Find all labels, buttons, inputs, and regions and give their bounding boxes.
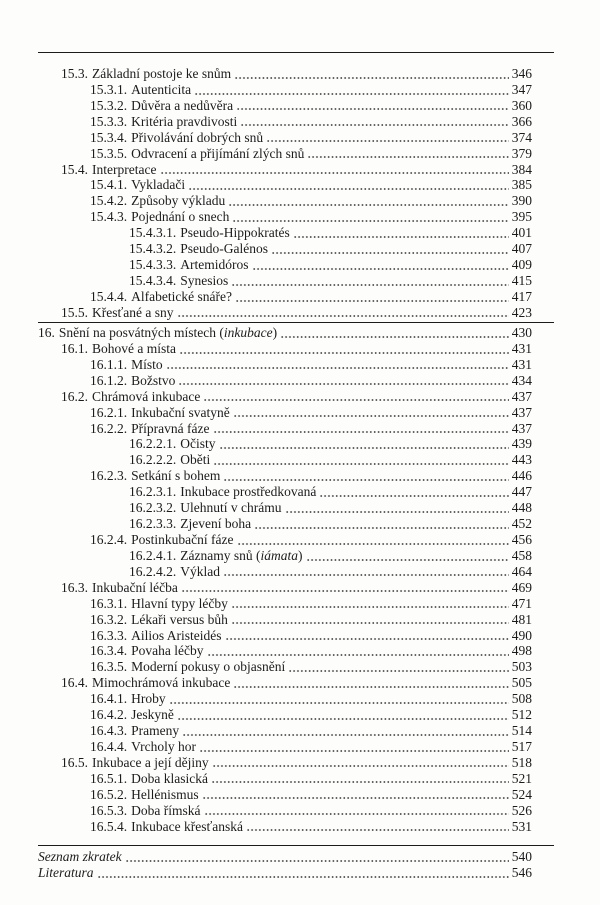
toc-page-number: 464 [511,563,532,579]
toc-entry [38,389,532,405]
toc-dot-leader [229,193,508,209]
toc-entry-title: Ailios Aristeidés [131,627,222,643]
toc-entry-number: 16.5. [61,754,88,770]
toc-dot-leader [179,373,508,389]
toc-entry-number: 15.4.4. [90,288,128,304]
toc-entry-title: Zjevení boha [180,516,252,532]
toc-entry [38,468,532,484]
toc-dot-leader [183,723,509,739]
toc-dot-leader [234,675,508,691]
toc-page-number: 360 [511,97,532,113]
toc-dot-leader [220,436,509,452]
toc-entry-title: Chrámová inkubace [92,388,201,404]
toc-entry-number: 16.3.5. [90,659,128,675]
toc-page-number: 407 [511,241,532,257]
toc-entry-title: Pseudo-Galénos [180,241,269,257]
toc-dot-leader [308,146,508,162]
toc-dot-leader [226,628,509,644]
toc-entry [38,241,532,257]
toc-entry [38,787,532,803]
toc-entry-title: Doba klasická [131,770,209,786]
toc-dot-leader [200,739,509,755]
toc-entry-title: Synesios [180,272,229,288]
toc-dot-leader [238,532,509,548]
toc-entry-number: 15.4.3.4. [129,272,177,288]
toc-entry-number: 16.2.4.1. [129,547,177,563]
toc-entry-title: Setkání s bohem [131,468,221,484]
toc-entry [38,130,532,146]
toc-entry-title: Bohové a místa [92,340,177,356]
toc-entry-title: Vykladači [131,177,186,193]
toc-dot-leader [237,98,509,114]
toc-dot-leader [232,612,509,628]
toc-entry [38,82,532,98]
toc-page-number: 437 [511,404,532,420]
toc-entry-number: 15.4.3.1. [129,225,177,241]
toc-page-number: 401 [511,225,532,241]
toc-page-number: 514 [511,723,532,739]
toc-entry-title: Výklad [180,563,221,579]
toc-dot-leader [178,707,509,723]
toc-dot-leader [170,691,509,707]
toc-entry-title: Doba římská [131,802,201,818]
toc-entry-number: 16.3.4. [90,643,128,659]
toc-entry [38,289,532,305]
toc-entry-title: Povaha léčby [131,643,204,659]
toc-page-number: 446 [511,468,532,484]
toc-entry [38,755,532,771]
toc-page-number: 374 [511,129,532,145]
toc-entry-title: Postinkubační fáze [131,531,234,547]
toc-entry-title: Křesťané a sny [92,304,174,320]
toc-dot-leader [320,484,508,500]
toc-entry-title: Hroby [131,691,166,707]
toc-page-number: 366 [511,113,532,129]
toc-dot-leader [213,755,509,771]
toc-entry [38,373,532,389]
toc-entry [38,193,532,209]
toc-section-16 [38,325,532,835]
toc-entry-number: 16.2.3.3. [129,516,177,532]
toc-dot-leader [214,452,508,468]
toc-dot-leader [224,468,508,484]
toc-entry-title-suffix: ) [298,547,303,563]
toc-entry-title: Odvracení a přijímání zlých snů [131,145,305,161]
toc-entry-title: Místo [131,356,163,372]
toc-entry [38,612,532,628]
toc-entry-title: Ulehnutí v chrámu [180,500,282,516]
toc-entry [38,596,532,612]
toc-page-number: 517 [511,738,532,754]
toc-entry-number: 16.4.2. [90,707,128,723]
toc-entry-title: Jeskyně [131,707,174,723]
toc-entry-title: Hellénismus [131,786,199,802]
toc-page-number: 443 [511,452,532,468]
toc-dot-leader [161,162,509,178]
toc-entry [38,273,532,289]
toc-entry [38,325,532,341]
toc-entry-number: 15.3.1. [90,81,128,97]
toc-page-number: 384 [511,161,532,177]
toc-dot-leader [272,241,509,257]
toc-back-matter [38,849,532,881]
toc-entry-title: Vrcholy hor [131,738,196,754]
toc-dot-leader [286,500,509,516]
toc-entry-number: 16.4. [61,675,88,691]
toc-entry [38,305,532,321]
toc-entry-title: Interpretace [92,161,157,177]
toc-page-number: 430 [511,325,532,340]
toc-entry [38,659,532,675]
toc-page-number: 471 [511,595,532,611]
toc-dot-leader [98,865,509,881]
toc-entry [38,405,532,421]
toc-dot-leader [178,305,509,321]
toc-entry-title: Pseudo-Hippokratés [180,225,290,241]
toc-entry-title: Prameny [131,723,180,739]
toc-entry [38,675,532,691]
toc-entry [38,548,532,564]
toc-dot-leader [167,357,509,373]
toc-page-number: 490 [511,627,532,643]
toc-dot-leader [234,405,509,421]
toc-entry [38,452,532,468]
toc-page-number: 448 [511,500,532,516]
toc-dot-leader [289,659,508,675]
toc-entry-number: 16.3. [61,579,88,595]
toc-entry [38,819,532,835]
toc-page-number: 434 [511,372,532,388]
toc-entry-title: Přípravná fáze [131,420,210,436]
toc-entry-number: 16. [38,325,55,340]
toc-entry-title: Inkubační léčba [92,579,178,595]
toc-entry [38,66,532,82]
toc-entry-number: 16.3.1. [90,595,128,611]
toc-entry [38,723,532,739]
toc-page-number: 518 [511,754,532,770]
section-divider-rule [38,322,554,323]
toc-entry-title-italic: Literatura [38,864,94,880]
toc-entry [38,162,532,178]
toc-entry-title-italic: iámata [260,547,299,563]
toc-page-number: 521 [511,770,532,786]
toc-entry-number: 16.4.1. [90,691,128,707]
toc-page-number: 346 [511,66,532,81]
toc-entry-number: 16.1.1. [90,356,128,372]
toc-dot-leader [307,548,509,564]
toc-entry [38,257,532,273]
toc-page-number: 385 [511,177,532,193]
toc-page-number: 379 [511,145,532,161]
toc-entry-title: Inkubační svatyně [131,404,230,420]
toc-entry-title: Lékaři versus bůh [131,611,228,627]
toc-page-number: 347 [511,81,532,97]
toc-entry [38,849,532,865]
toc-dot-leader [232,273,508,289]
toc-entry-number: 16.2.2. [90,420,128,436]
toc-entry-number: 16.3.2. [90,611,128,627]
toc-entry-title: Hlavní typy léčby [131,595,228,611]
toc-entry-number: 16.4.4. [90,738,128,754]
toc-page-number: 469 [511,579,532,595]
toc-page-number: 423 [511,304,532,320]
toc-entry-title-suffix: ) [272,325,278,340]
toc-entry-number: 15.4.1. [90,177,128,193]
toc-entry-number: 16.2.3.2. [129,500,177,516]
toc-entry-title: Inkubace křesťanská [131,818,244,834]
toc-page-number: 458 [511,547,532,563]
toc-entry-title-italic: inkubace [223,325,273,340]
toc-entry-number: 16.2. [61,388,88,404]
toc-entry-number: 15.3.4. [90,129,128,145]
toc-entry-title: Základní postoje ke snům [92,66,232,81]
toc-dot-leader [233,209,508,225]
toc-entry-number: 15.3.3. [90,113,128,129]
toc-entry [38,628,532,644]
toc-dot-leader [126,849,509,865]
toc-page-number: 415 [511,272,532,288]
toc-entry-title: Důvěra a nedůvěra [131,97,234,113]
toc-entry [38,177,532,193]
toc-entry [38,564,532,580]
toc-entry [38,146,532,162]
toc-entry [38,516,532,532]
toc-entry [38,771,532,787]
toc-entry-title: Moderní pokusy o objasnění [131,659,286,675]
toc-page-number: 526 [511,802,532,818]
top-rule [38,52,554,53]
toc-dot-leader [255,516,509,532]
toc-entry [38,421,532,437]
toc-page-number: 508 [511,691,532,707]
toc-entry [38,532,532,548]
toc-entry-number: 16.2.1. [90,404,128,420]
toc-dot-leader [281,325,509,341]
toc-entry [38,436,532,452]
toc-entry [38,580,532,596]
toc-entry-title: Artemidóros [180,257,249,273]
toc-dot-leader [208,643,509,659]
toc-dot-leader [224,564,509,580]
toc-entry-number: 16.2.3.1. [129,484,177,500]
toc-page-number: 503 [511,659,532,675]
toc-page-number: 417 [511,288,532,304]
toc-page-number: 452 [511,516,532,532]
toc-entry [38,739,532,755]
toc-page-number: 546 [511,864,532,880]
toc-entry-title: Kritéria pravdivosti [131,113,238,129]
toc-dot-leader [212,771,509,787]
toc-entry-title: Přivolávání dobrých snů [131,129,264,145]
toc-entry-number: 16.2.2.2. [129,452,177,468]
toc-page-number: 439 [511,436,532,452]
toc-entry [38,484,532,500]
toc-dot-leader [214,421,509,437]
toc-page-number: 390 [511,193,532,209]
toc-entry-number: 15.5. [61,304,88,320]
toc-entry [38,98,532,114]
toc-entry [38,500,532,516]
toc-entry [38,114,532,130]
toc-entry-number: 15.4.3. [90,209,128,225]
toc-entry [38,707,532,723]
toc-entry-title: Způsoby výkladu [131,193,226,209]
toc-section-15 [38,66,532,321]
toc-entry-number: 16.2.3. [90,468,128,484]
toc-entry-title: Oběti [180,452,211,468]
toc-entry-title: Božstvo [131,372,176,388]
toc-dot-leader [204,389,508,405]
toc-entry-title: Mimochrámová inkubace [92,675,231,691]
toc-entry [38,209,532,225]
toc-page-number: 505 [511,675,532,691]
toc-entry [38,691,532,707]
toc-entry-number: 16.2.4. [90,531,128,547]
toc-entry-title: Autenticita [131,81,192,97]
toc-page-number: 431 [511,340,532,356]
toc-page-number: 524 [511,786,532,802]
toc-entry-number: 16.5.2. [90,786,128,802]
toc-page-number: 447 [511,484,532,500]
toc-dot-leader [235,66,509,82]
toc-dot-leader [236,289,509,305]
toc-dot-leader [232,596,509,612]
toc-page-number: 431 [511,356,532,372]
toc-page-number: 395 [511,209,532,225]
toc-entry-title-italic: Seznam zkratek [38,849,122,864]
toc-entry [38,341,532,357]
toc-entry-number: 15.4.3.3. [129,257,177,273]
toc-page-number: 456 [511,531,532,547]
toc-page-number: 498 [511,643,532,659]
toc-entry-title: Alfabetické snáře? [131,288,232,304]
toc-page-number: 481 [511,611,532,627]
toc-dot-leader [267,130,509,146]
toc-page-number: 409 [511,257,532,273]
toc-entry [38,803,532,819]
toc-entry [38,357,532,373]
toc-dot-leader [189,177,509,193]
toc-entry-title: Inkubace prostředkovaná [180,484,317,500]
toc-entry-number: 16.1.2. [90,372,128,388]
toc-entry-number: 16.2.2.1. [129,436,177,452]
toc-entry-number: 16.2.4.2. [129,563,177,579]
toc-entry [38,865,532,881]
toc-entry-number: 16.4.3. [90,723,128,739]
toc-entry-number: 16.1. [61,340,88,356]
toc-page-number: 531 [511,818,532,834]
toc-dot-leader [241,114,508,130]
toc-entry [38,225,532,241]
toc-entry-number: 15.4.3.2. [129,241,177,257]
toc-entry-number: 15.4. [61,161,88,177]
toc-page-number: 540 [511,849,532,864]
toc-entry-title: Záznamy snů ( [180,547,261,563]
toc-entry-number: 15.4.2. [90,193,128,209]
toc-entry-number: 16.5.1. [90,770,128,786]
toc-entry-number: 16.5.4. [90,818,128,834]
toc-entry-number: 15.3.2. [90,97,128,113]
toc-dot-leader [205,803,509,819]
toc-entry-title: Očisty [180,436,216,452]
toc-page-number: 512 [511,707,532,723]
toc-dot-leader [253,257,509,273]
toc-entry-number: 16.3.3. [90,627,128,643]
toc-entry-number: 16.5.3. [90,802,128,818]
toc-dot-leader [180,341,509,357]
toc-dot-leader [294,225,509,241]
toc-page-number: 437 [511,388,532,404]
toc-entry [38,643,532,659]
section-divider-rule [38,845,554,846]
toc-entry-title: Pojednání o snech [131,209,230,225]
toc-entry-title: Snění na posvátných místech ( [58,325,224,340]
toc-dot-leader [247,819,509,835]
toc-dot-leader [195,82,509,98]
toc-entry-number: 15.3. [61,66,88,81]
toc-entry-title: Inkubace a její dějiny [92,754,209,770]
toc-dot-leader [182,580,509,596]
toc-dot-leader [203,787,509,803]
toc-entry-number: 15.3.5. [90,145,128,161]
toc-page-number: 437 [511,420,532,436]
